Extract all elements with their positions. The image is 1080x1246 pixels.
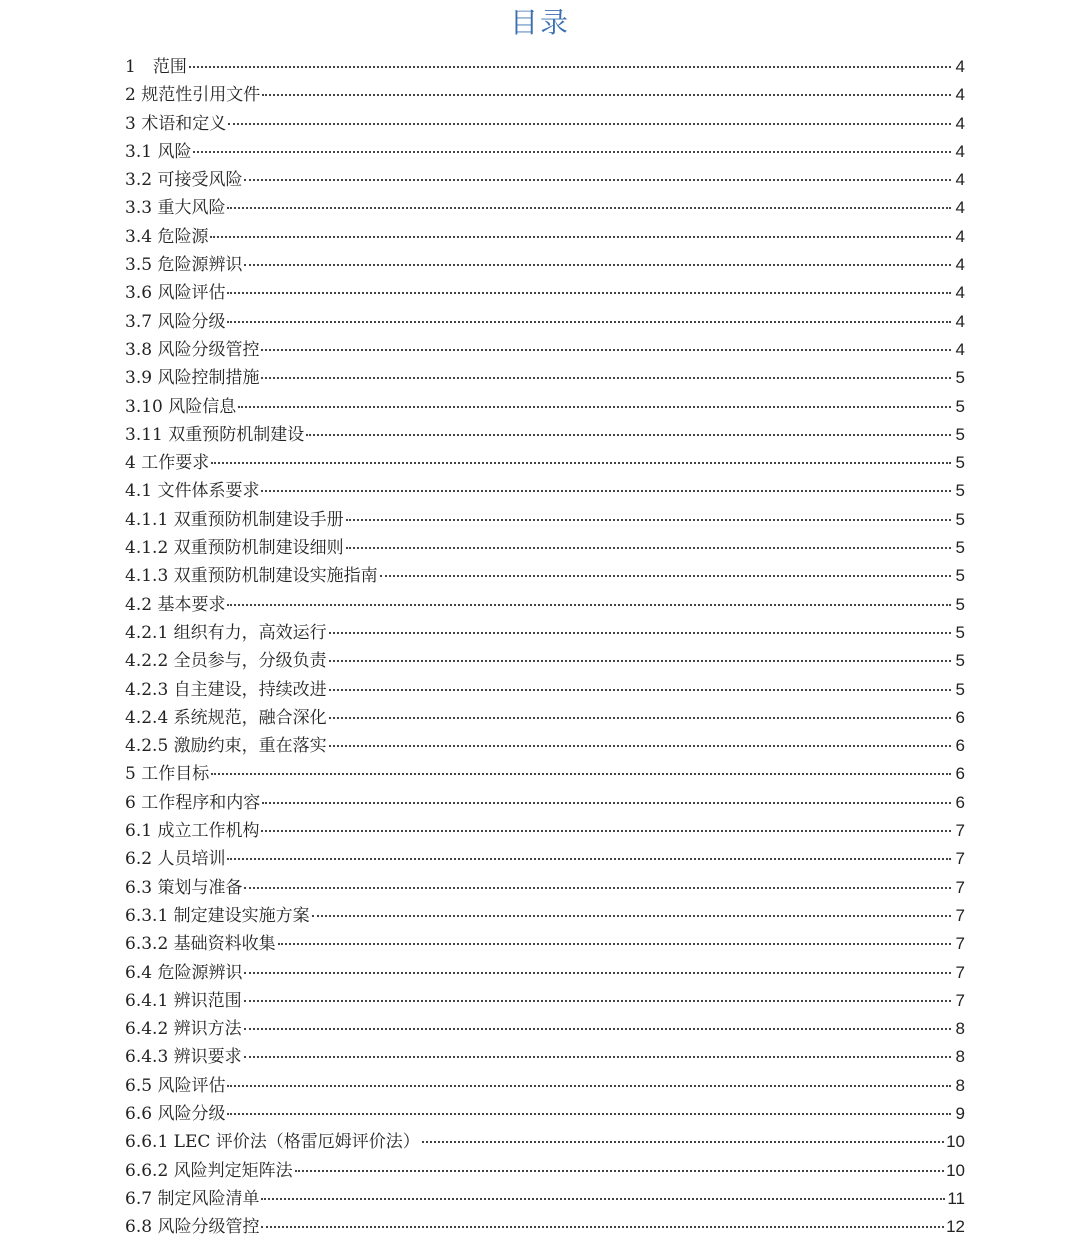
toc-entry[interactable] xyxy=(125,1072,965,1100)
toc-entry-label: 6 工作程序和内容 xyxy=(125,792,261,813)
toc-dot-leader xyxy=(261,1198,945,1200)
toc-entry-page-number: 4 xyxy=(955,85,965,105)
toc-entry-label: 6.1 成立工作机构 xyxy=(125,821,260,842)
toc-entry-page-number: 5 xyxy=(955,594,965,614)
toc-entry[interactable] xyxy=(125,987,965,1015)
toc-entry[interactable] xyxy=(125,789,965,817)
toc-entry[interactable] xyxy=(125,1043,965,1071)
toc-dot-leader xyxy=(329,660,951,662)
toc-dot-leader xyxy=(227,858,951,860)
toc-entry[interactable] xyxy=(125,53,965,81)
toc-dot-leader xyxy=(228,123,951,125)
toc-entry-label: 4.1.3 双重预防机制建设实施指南 xyxy=(125,566,378,587)
toc-entry[interactable] xyxy=(125,1128,965,1156)
toc-entry[interactable] xyxy=(125,166,965,194)
toc-entry-page-number: 5 xyxy=(955,396,965,416)
toc-entry-label: 4.1.1 双重预防机制建设手册 xyxy=(125,509,344,530)
toc-entry[interactable] xyxy=(125,619,965,647)
toc-entry-page-number: 7 xyxy=(955,905,965,925)
toc-entry[interactable] xyxy=(125,138,965,166)
toc-entry-label: 3.9 风险控制措施 xyxy=(125,368,260,389)
toc-entry[interactable] xyxy=(125,1015,965,1043)
toc-entry-page-number: 6 xyxy=(955,764,965,784)
toc-entry-label: 4.2.2 全员参与，分级负责 xyxy=(125,651,327,672)
toc-entry[interactable] xyxy=(125,930,965,958)
toc-entry-label: 6.3.1 制定建设实施方案 xyxy=(125,905,310,926)
toc-entry[interactable] xyxy=(125,336,965,364)
toc-entry[interactable] xyxy=(125,110,965,138)
toc-dot-leader xyxy=(244,179,951,181)
toc-dot-leader xyxy=(422,1141,944,1143)
toc-dot-leader xyxy=(227,1085,951,1087)
toc-entry[interactable] xyxy=(125,902,965,930)
toc-entry-page-number: 4 xyxy=(955,170,965,190)
toc-entry[interactable] xyxy=(125,251,965,279)
toc-entry-page-number: 4 xyxy=(955,141,965,161)
toc-entry-page-number: 5 xyxy=(955,368,965,388)
toc-entry-label: 3.11 双重预防机制建设 xyxy=(125,424,305,445)
toc-entry-page-number: 7 xyxy=(955,849,965,869)
toc-dot-leader xyxy=(295,1170,944,1172)
toc-dot-leader xyxy=(329,632,951,634)
toc-entry[interactable] xyxy=(125,959,965,987)
toc-entry-label: 4.2.1 组织有力，高效运行 xyxy=(125,622,327,643)
toc-entry-label: 5 工作目标 xyxy=(125,764,210,785)
toc-entry[interactable] xyxy=(125,1100,965,1128)
toc-dot-leader xyxy=(210,236,951,238)
toc-entry-page-number: 7 xyxy=(955,821,965,841)
toc-list xyxy=(125,53,965,1241)
toc-entry[interactable] xyxy=(125,194,965,222)
toc-entry-label: 3.7 风险分级 xyxy=(125,311,226,332)
toc-entry[interactable] xyxy=(125,1185,965,1213)
toc-entry-page-number: 4 xyxy=(955,198,965,218)
toc-entry-page-number: 5 xyxy=(955,651,965,671)
toc-dot-leader xyxy=(261,490,951,492)
toc-dot-leader xyxy=(189,66,951,68)
toc-entry-label: 2 规范性引用文件 xyxy=(125,85,261,106)
toc-entry[interactable] xyxy=(125,279,965,307)
toc-entry-label: 3.6 风险评估 xyxy=(125,283,226,304)
toc-entry-page-number: 7 xyxy=(955,934,965,954)
toc-entry-page-number: 8 xyxy=(955,1019,965,1039)
toc-entry-label: 3.5 危险源辨识 xyxy=(125,255,243,276)
toc-entry-page-number: 5 xyxy=(955,509,965,529)
toc-entry-label: 4.2.4 系统规范，融合深化 xyxy=(125,707,327,728)
toc-entry-page-number: 4 xyxy=(955,113,965,133)
toc-entry[interactable] xyxy=(125,223,965,251)
toc-entry[interactable] xyxy=(125,704,965,732)
toc-dot-leader xyxy=(329,717,951,719)
toc-entry[interactable] xyxy=(125,676,965,704)
toc-dot-leader xyxy=(244,972,951,974)
toc-dot-leader xyxy=(227,1113,951,1115)
toc-dot-leader xyxy=(261,377,951,379)
toc-entry-label: 4.2.5 激励约束，重在落实 xyxy=(125,736,327,757)
toc-entry-label: 6.4 危险源辨识 xyxy=(125,962,243,983)
toc-entry-page-number: 7 xyxy=(955,962,965,982)
toc-entry-label: 4.2.3 自主建设，持续改进 xyxy=(125,679,327,700)
toc-entry[interactable] xyxy=(125,506,965,534)
toc-entry-label: 6.2 人员培训 xyxy=(125,849,226,870)
toc-dot-leader xyxy=(227,604,951,606)
toc-entry-label: 3 术语和定义 xyxy=(125,113,227,134)
toc-entry[interactable] xyxy=(125,308,965,336)
toc-dot-leader xyxy=(262,94,951,96)
toc-dot-leader xyxy=(211,773,951,775)
toc-entry[interactable] xyxy=(125,760,965,788)
toc-dot-leader xyxy=(244,1056,951,1058)
toc-entry-label: 4.1 文件体系要求 xyxy=(125,481,260,502)
toc-entry-page-number: 10 xyxy=(946,1132,965,1152)
toc-entry-label: 3.2 可接受风险 xyxy=(125,170,243,191)
toc-entry-page-number: 4 xyxy=(955,339,965,359)
toc-entry-page-number: 5 xyxy=(955,679,965,699)
toc-entry-label: 3.10 风险信息 xyxy=(125,396,237,417)
toc-entry-page-number: 4 xyxy=(955,57,965,76)
toc-entry-label: 6.4.2 辨识方法 xyxy=(125,1019,242,1040)
toc-entry[interactable] xyxy=(125,81,965,109)
toc-entry-page-number: 8 xyxy=(955,1047,965,1067)
toc-entry-page-number: 5 xyxy=(955,566,965,586)
toc-dot-leader xyxy=(329,745,951,747)
toc-entry[interactable] xyxy=(125,874,965,902)
toc-entry[interactable] xyxy=(125,421,965,449)
toc-entry-page-number: 4 xyxy=(955,226,965,246)
toc-entry-page-number: 5 xyxy=(955,622,965,642)
toc-entry-label: 6.8 风险分级管控 xyxy=(125,1217,260,1238)
toc-dot-leader xyxy=(238,406,951,408)
toc-entry-label: 6.3.2 基础资料收集 xyxy=(125,934,276,955)
toc-dot-leader xyxy=(244,1028,951,1030)
toc-dot-leader xyxy=(244,264,951,266)
toc-entry-label: 3.3 重大风险 xyxy=(125,198,226,219)
toc-entry-page-number: 12 xyxy=(946,1217,965,1237)
toc-dot-leader xyxy=(346,519,951,521)
toc-entry-page-number: 6 xyxy=(955,736,965,756)
toc-entry[interactable] xyxy=(125,1213,965,1241)
toc-entry[interactable] xyxy=(125,449,965,477)
toc-dot-leader xyxy=(227,207,951,209)
toc-entry[interactable] xyxy=(125,1157,965,1185)
toc-entry-page-number: 6 xyxy=(955,792,965,812)
toc-entry-label: 3.1 风险 xyxy=(125,141,192,162)
toc-entry[interactable] xyxy=(125,364,965,392)
toc-entry[interactable] xyxy=(125,477,965,505)
toc-dot-leader xyxy=(261,1226,944,1228)
toc-entry-label: 6.6.2 风险判定矩阵法 xyxy=(125,1160,293,1181)
toc-dot-leader xyxy=(278,943,951,945)
toc-entry[interactable] xyxy=(125,817,965,845)
toc-entry-page-number: 9 xyxy=(955,1103,965,1123)
toc-dot-leader xyxy=(227,292,951,294)
toc-entry-label: 6.3 策划与准备 xyxy=(125,877,243,898)
toc-dot-leader xyxy=(244,1000,951,1002)
toc-entry-label: 6.6 风险分级 xyxy=(125,1103,226,1124)
toc-dot-leader xyxy=(261,830,951,832)
toc-dot-leader xyxy=(244,887,951,889)
toc-entry-label: 4.2 基本要求 xyxy=(125,594,226,615)
toc-entry-page-number: 5 xyxy=(955,424,965,444)
toc-entry[interactable] xyxy=(125,591,965,619)
toc-entry-page-number: 5 xyxy=(955,481,965,501)
toc-dot-leader xyxy=(380,575,951,577)
toc-dot-leader xyxy=(261,349,951,351)
toc-entry-label: 3.4 危险源 xyxy=(125,226,209,247)
toc-entry-label: 6.5 风险评估 xyxy=(125,1075,226,1096)
toc-dot-leader xyxy=(227,321,951,323)
toc-entry-page-number: 10 xyxy=(946,1160,965,1180)
toc-entry-label: 6.4.3 辨识要求 xyxy=(125,1047,242,1068)
toc-dot-leader xyxy=(346,547,951,549)
toc-entry-label: 4.1.2 双重预防机制建设细则 xyxy=(125,538,344,559)
toc-entry[interactable] xyxy=(125,845,965,873)
toc-entry-page-number: 5 xyxy=(955,453,965,473)
toc-dot-leader xyxy=(329,689,951,691)
toc-entry-page-number: 8 xyxy=(955,1075,965,1095)
toc-entry[interactable] xyxy=(125,393,965,421)
toc-entry[interactable] xyxy=(125,534,965,562)
toc-dot-leader xyxy=(262,802,951,804)
toc-dot-leader xyxy=(306,434,951,436)
toc-entry-page-number: 4 xyxy=(955,311,965,331)
toc-entry-label: 4 工作要求 xyxy=(125,453,210,474)
toc-entry-page-number: 4 xyxy=(955,255,965,275)
toc-entry-page-number: 5 xyxy=(955,538,965,558)
toc-entry-label: 1 范围 xyxy=(125,57,187,77)
toc-entry-page-number: 7 xyxy=(955,877,965,897)
toc-entry-page-number: 6 xyxy=(955,707,965,727)
toc-title: 目录 xyxy=(509,6,570,39)
toc-dot-leader xyxy=(211,462,951,464)
toc-entry-page-number: 7 xyxy=(955,990,965,1010)
toc-entry[interactable] xyxy=(125,732,965,760)
toc-entry-label: 6.6.1 LEC 评价法（格雷厄姆评价法） xyxy=(125,1132,420,1153)
toc-entry-label: 3.8 风险分级管控 xyxy=(125,339,260,360)
toc-entry[interactable] xyxy=(125,647,965,675)
toc-entry-label: 6.4.1 辨识范围 xyxy=(125,990,242,1011)
toc-entry-page-number: 11 xyxy=(947,1188,965,1208)
toc-dot-leader xyxy=(312,915,951,917)
toc-entry[interactable] xyxy=(125,562,965,590)
toc-entry-page-number: 4 xyxy=(955,283,965,303)
toc-entry-label: 6.7 制定风险清单 xyxy=(125,1188,260,1209)
toc-dot-leader xyxy=(193,151,951,153)
